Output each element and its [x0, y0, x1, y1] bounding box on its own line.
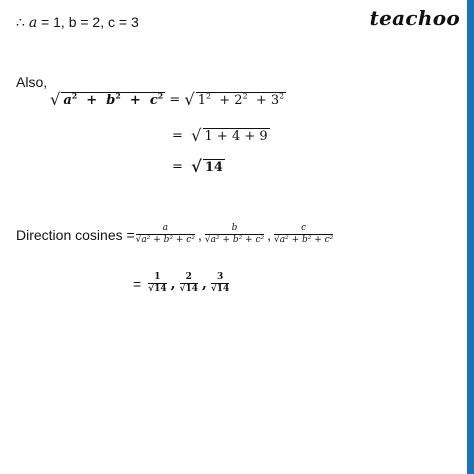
direction-label: Direction cosines = [16, 226, 135, 243]
result-den: √14 [148, 284, 167, 294]
dc-num-c: c [301, 223, 307, 233]
dc-num-a: a [162, 223, 168, 233]
plus: + [86, 93, 98, 108]
lhs-c: c [149, 93, 158, 108]
dc-frac-c [274, 224, 333, 245]
result-frac-2 [180, 273, 198, 294]
rhs1-3: 3 [270, 93, 280, 108]
dc-den: √a² + b² + c² [204, 235, 265, 245]
dc-den-text: a² + b² + c² [141, 235, 195, 245]
result-num-1: 1 [154, 272, 161, 282]
result-den: √14 [210, 284, 230, 294]
exp: 2 [115, 91, 121, 101]
comma: , [267, 226, 272, 243]
dc-num-b: b [231, 223, 238, 233]
rhs3: 14 [204, 160, 223, 175]
values-line [16, 15, 139, 30]
result-frac-1 [148, 273, 166, 294]
result-den-text: 14 [185, 284, 198, 294]
result-den-text: 14 [154, 284, 167, 294]
exp: 2 [71, 91, 78, 101]
rhs1-1: 1 [197, 93, 207, 108]
result-num-3: 3 [216, 272, 224, 282]
exp: 2 [206, 91, 211, 101]
equals: = [172, 128, 183, 144]
sqrt-rhs2: √ 1 + 4 + 9 [191, 126, 268, 145]
magnitude-line-2 [172, 128, 270, 144]
sqrt-rhs3: √ 14 [191, 157, 223, 176]
dc-frac-a [136, 224, 195, 245]
also-text: Also, [16, 74, 48, 90]
accent-bar [467, 0, 474, 474]
dc-den: √a² + b² + c² [274, 235, 334, 245]
result-frac-3 [211, 273, 229, 294]
therefore-symbol: ∴ [16, 14, 25, 30]
plus: + [129, 93, 141, 108]
result-line [133, 273, 230, 294]
magnitude-line-1 [50, 92, 286, 108]
result-num-2: 2 [185, 272, 192, 282]
equals: = [169, 92, 181, 108]
result-den-text: 14 [216, 284, 230, 294]
var-a: a [28, 15, 38, 31]
dc-den-text: a² + b² + c² [279, 235, 334, 245]
plus: + [255, 93, 267, 108]
plus: + [219, 93, 231, 108]
sqrt-rhs1: √ $1^2 + 2^2 + 3^2$ [184, 90, 285, 109]
comma: , [197, 226, 202, 243]
result-equals: = [133, 275, 142, 292]
dc-den-text: a² + b² + c² [210, 235, 265, 245]
also-label [16, 75, 47, 89]
direction-cosines-line [16, 224, 334, 245]
magnitude-line-3 [172, 159, 225, 175]
lhs-a: a [63, 93, 72, 108]
comma: , [201, 275, 207, 292]
sqrt-lhs: √ $a^2 + b^2 + c^2$ [50, 90, 164, 109]
result-den: √14 [179, 284, 198, 294]
comma: , [170, 275, 176, 292]
exp: 2 [242, 91, 248, 101]
exp: 2 [279, 91, 285, 101]
rhs2: 1 + 4 + 9 [204, 129, 268, 144]
exp: 2 [157, 91, 164, 101]
dc-den: √a² + b² + c² [135, 235, 195, 245]
values-text: = 1, b = 2, c = 3 [37, 14, 139, 30]
equals: = [172, 159, 183, 175]
teachoo-logo: teachoo [369, 6, 460, 30]
dc-frac-b [205, 224, 264, 245]
rhs1-2: 2 [234, 93, 243, 108]
lhs-b: b [106, 93, 116, 108]
